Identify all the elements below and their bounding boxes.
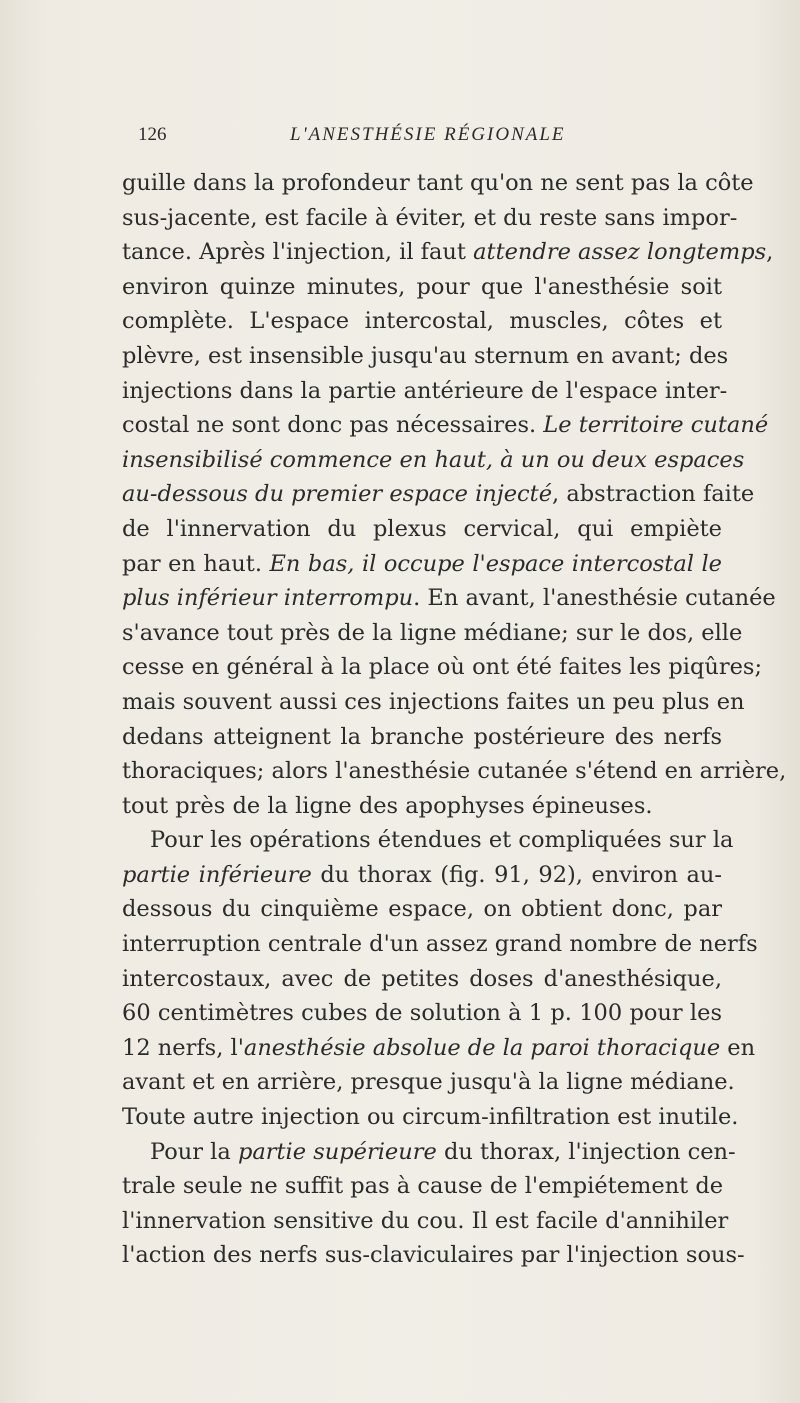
italic-text: insensibilisé commence en haut, à un ou deux espaces	[122, 446, 745, 473]
italic-text: partie supérieure	[237, 1138, 437, 1165]
text-line	[122, 616, 743, 651]
text-line	[122, 374, 728, 409]
text-segment: . En avant, l'anesthésie cutanée	[413, 585, 776, 612]
text-line	[122, 1065, 735, 1100]
text-line	[122, 650, 763, 685]
text-line	[122, 1031, 756, 1066]
text-segment: sus-jacente, est facile à éviter, et du reste sans impor-	[122, 204, 738, 231]
text-line	[122, 304, 722, 339]
italic-text: au-dessous du premier espace injecté	[122, 481, 553, 508]
text-segment: du thorax (fig. 91, 92), environ au-	[311, 861, 722, 888]
text-segment: ,	[766, 239, 774, 266]
text-segment: Pour la	[150, 1138, 238, 1165]
text-line	[122, 408, 769, 443]
text-line	[122, 789, 722, 824]
running-title: L'ANESTHÉSIE RÉGIONALE	[290, 124, 566, 145]
text-segment: plèvre, est insensible jusqu'au sternum en avant; des	[122, 342, 729, 369]
body-text	[122, 166, 787, 1273]
text-segment: intercostaux, avec de petites doses d'anesthésique,	[122, 965, 722, 992]
page-header	[138, 124, 698, 154]
text-segment: dedans atteignent la branche postérieure des nerfs	[122, 723, 722, 750]
page-number: 126	[138, 124, 167, 145]
text-line	[122, 823, 734, 858]
text-segment: l'action des nerfs sus-claviculaires par l'injection sous-	[122, 1242, 745, 1269]
text-segment: Toute autre injection ou circum-infiltration est inutile.	[122, 1104, 739, 1131]
text-segment: tout près de la ligne des apophyses épineuses.	[122, 792, 653, 819]
text-line	[122, 1238, 745, 1273]
text-segment: avant et en arrière, presque jusqu'à la ligne médiane.	[122, 1069, 735, 1096]
italic-text: Le territoire cutané	[543, 412, 769, 439]
text-segment: costal ne sont donc pas nécessaires.	[122, 412, 544, 439]
text-line	[122, 892, 722, 927]
text-segment: interruption centrale d'un assez grand nombre de nerfs	[122, 931, 758, 958]
text-line	[122, 512, 722, 547]
text-segment: dessous du cinquième espace, on obtient donc, par	[122, 896, 722, 923]
text-segment: thoraciques; alors l'anesthésie cutanée s'étend en arrière,	[122, 758, 787, 785]
italic-text: En bas, il occupe l'espace intercostal le	[269, 550, 722, 577]
text-line	[122, 339, 729, 374]
text-segment: en	[720, 1034, 756, 1061]
text-line	[122, 1135, 736, 1170]
text-segment: par en haut.	[122, 550, 270, 577]
text-line	[122, 443, 745, 478]
text-line	[122, 685, 745, 720]
text-line	[122, 927, 758, 962]
text-line	[122, 581, 776, 616]
text-line	[122, 754, 787, 789]
text-segment: l'innervation sensitive du cou. Il est facile d'annihiler	[122, 1207, 729, 1234]
text-line	[122, 235, 774, 270]
text-segment: , abstraction faite	[552, 481, 755, 508]
text-line	[122, 962, 722, 997]
text-line	[122, 201, 738, 236]
italic-text: partie inférieure	[122, 861, 312, 888]
text-segment: cesse en général à la place où ont été faites les piqûres;	[122, 654, 763, 681]
text-segment: du thorax, l'injection cen-	[436, 1138, 736, 1165]
text-segment: 12 nerfs, l'	[122, 1034, 244, 1061]
italic-text: plus inférieur interrompu	[122, 585, 414, 612]
text-segment: environ quinze minutes, pour que l'anesthésie soit	[122, 273, 722, 300]
text-segment: tance. Après l'injection, il faut	[122, 239, 474, 266]
text-segment: trale seule ne suffit pas à cause de l'empiétement de	[122, 1173, 724, 1200]
text-segment: de l'innervation du plexus cervical, qui empiète	[122, 515, 722, 542]
italic-text: anesthésie absolue de la paroi thoracique	[243, 1034, 721, 1061]
italic-text: attendre assez longtemps	[473, 239, 767, 266]
text-line	[122, 720, 722, 755]
text-line	[122, 1169, 722, 1204]
text-segment: guille dans la profondeur tant qu'on ne sent pas la côte	[122, 170, 754, 196]
text-segment: Pour les opérations étendues et compliquées sur la	[150, 827, 734, 854]
text-line	[122, 1204, 729, 1239]
text-segment: injections dans la partie antérieure de l'espace inter-	[122, 377, 728, 404]
text-segment: mais souvent aussi ces injections faites un peu plus en	[122, 688, 745, 715]
text-line	[122, 1100, 739, 1135]
text-line	[122, 858, 722, 893]
text-segment: 60 centimètres cubes de solution à 1 p. 100 pour les	[122, 1000, 722, 1027]
text-segment: s'avance tout près de la ligne médiane; sur le dos, elle	[122, 619, 743, 646]
text-segment: complète. L'espace intercostal, muscles, côtes et	[122, 308, 722, 335]
text-line	[122, 270, 722, 305]
text-line	[122, 166, 754, 201]
text-line	[122, 547, 722, 582]
text-line	[122, 996, 722, 1031]
text-line	[122, 477, 755, 512]
